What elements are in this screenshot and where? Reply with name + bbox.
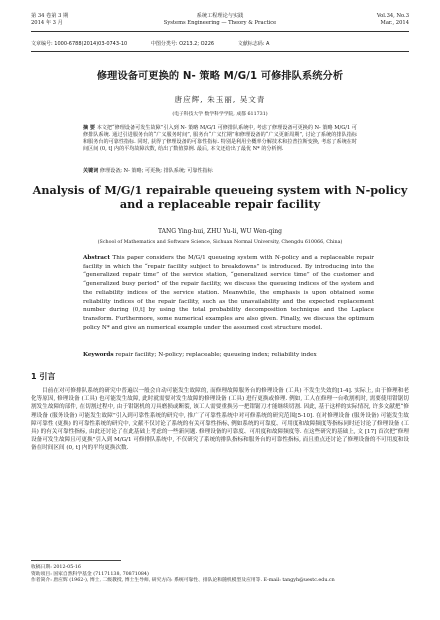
chinese-keywords-text: 修理设备; N- 策略; 可更换; 排队系统; 可靠性指标 [99, 168, 213, 174]
journal-name-en: Systems Engineering — Theory & Practice [163, 20, 277, 26]
article-number: 文章编号: 1000-6788(2014)03-0743-10 [31, 41, 128, 47]
section-heading: 1 引言 [31, 372, 56, 381]
article-meta [31, 40, 409, 47]
english-abstract-text: This paper considers the M/G/1 queueing system with N-policy and a replaceable repair facility in which the “repair facility subject to breakdowns” is introduced. By introducing into the “generalized repair time” of the service station, “generalized service time” of the customer and “generalized busy period” of the repair facility, we discuss the queueing indices of the system and the reliability indices of the service station. Meanwhile, the emphasis is upon obtained some reliability indices of the repair facility, such as the unavailability and the expected replacement number during (0,t] by using the total probability decomposition technique and the Laplace transform. Furthermore, some numerical examples are also given. Finally, we discuss the optimum policy N* and give an numerical example under the assumed cost structure model. [83, 255, 374, 331]
date-cn: 2014 年 3 月 [31, 20, 63, 26]
english-keywords-text: repair facility; N-policy; replaceable; queueing index; reliability index [115, 352, 317, 358]
english-authors: TANG Ying-hui, ZHU Yu-li, WU Wen-qing [158, 228, 282, 235]
chinese-affiliation: (电子科技大学 数学科学学院, 成都 611731) [172, 112, 268, 117]
chinese-authors: 唐应辉, 朱玉丽, 吴文青 [174, 95, 266, 104]
section-body: 目前在对可修排队系统的研究中普遍以一般会自动可能发生故障的, 而修理故障服务台的修理设备 (工具) 不发生失效的[1-4]. 实际上, 由于修理和老化等原因, 修理设备 (工具) 也可能发生故障, 此时就需要对发生故障的修理设备 (工具) 进行更换或修理. 例如, 工人在修理一台收割机时, 需要使用钳锯切割发生故障的部件, 在切割过程中, 由于钳锯机的刀具磨损或断裂, 该工人需要重换另一把钳锯刀才能继续切割. 因此, 基于这样的实际情况, 许多文献把“修理设备 (服务设备) 可能发生故障”引入到可靠性系统的研究中, 推广了可靠性系统中对可修系统的研究范围[5-10]. 在对修理设备 (服务设备) 可能发生故障可靠性 (更换) 的可靠性系统的研究中, 文献不仅讨论了系统的有关可靠性指标, 例如系统的可靠度、可用度和故障频度等指标同时还讨论了修理设备 (工具) 的有关可靠性指标, 由此还讨论了在此基础上考虑的一些新问题. 修理设备的可靠度、可用度和故障频度等. 在这些研究的基础上, 文 [17] 首次把“修理设备可发生故障且可更换”引入到 M/G/1 可修排队系统中, 不仅研究了系统的排队指标和服务台的可靠性指标, 而且重点还讨论了修理设备的不可用度和设备在时间区间 (0, t] 内的平均更换次数. [31, 388, 409, 452]
footnote-author: 作者简介: 唐应辉 (1962-), 博士, 二级教授, 博士生导师, 研究方向: 系统可靠性、排队论和随机模型及应用等. E-mail: tangyh@uestc.edu.cn [31, 578, 335, 584]
english-keywords [83, 351, 374, 359]
chinese-abstract-text: 本文把“修理设备可发生故障”引入到 N- 策略 M/G/1 可修排队系统中, 考虑了修理设备可更换的 N- 策略 M/G/1 可修排队系统. 通过引进服务台的“广义服务时间”, 服务台“广义忙期”和修理设备的“广义更新周期”, 讨论了系统的排队指标和服务台的可靠性指标. 同时, 获得了修理设备的可靠性指标. 特别是利用全概率分解技术和拉普拉斯变换, 考虑了系统在时间区间 (0, t] 内的平均故障次数, 给出了数值算例. 最后, 本文还给出了最优 N* 的分析例. [83, 125, 357, 153]
document-code: 文献标志码: A [237, 41, 270, 47]
journal-name-cn: 系统工程理论与实践 [196, 13, 244, 19]
english-affiliation: (School of Mathematics and Software Science, Sichuan Normal University, Chengdu 610066, China) [97, 240, 343, 245]
chinese-title: 修理设备可更换的 N- 策略 M/G/1 可修排队系统分析 [96, 71, 344, 82]
classification-number: 中图分类号: O213.2; O226 [150, 41, 215, 47]
chinese-keywords [83, 168, 357, 175]
english-title: Analysis of M/G/1 repairable queueing system with N-policy and a replaceable repair facility [32, 183, 408, 211]
footnote-received: 收稿日期: 2012-05-16 [31, 565, 81, 570]
footnote [31, 565, 409, 585]
date-en: Mar., 2014 [380, 20, 409, 26]
english-keywords-label: Keywords [83, 352, 114, 358]
footnote-rule [31, 560, 121, 561]
meta-rule [31, 51, 409, 52]
english-abstract [83, 254, 374, 332]
english-abstract-label: Abstract [83, 255, 110, 261]
volume-en: Vol.34, No.3 [376, 13, 409, 19]
footnote-fund: 资助项目: 国家自然科学基金 (71171138, 70871084) [31, 571, 149, 577]
chinese-keywords-label: 关键词 [83, 168, 99, 174]
header-rule [31, 31, 409, 32]
volume-cn: 第 34 卷第 3 期 [31, 13, 69, 19]
chinese-abstract-label: 摘 要 [83, 125, 96, 131]
chinese-abstract [83, 125, 357, 153]
